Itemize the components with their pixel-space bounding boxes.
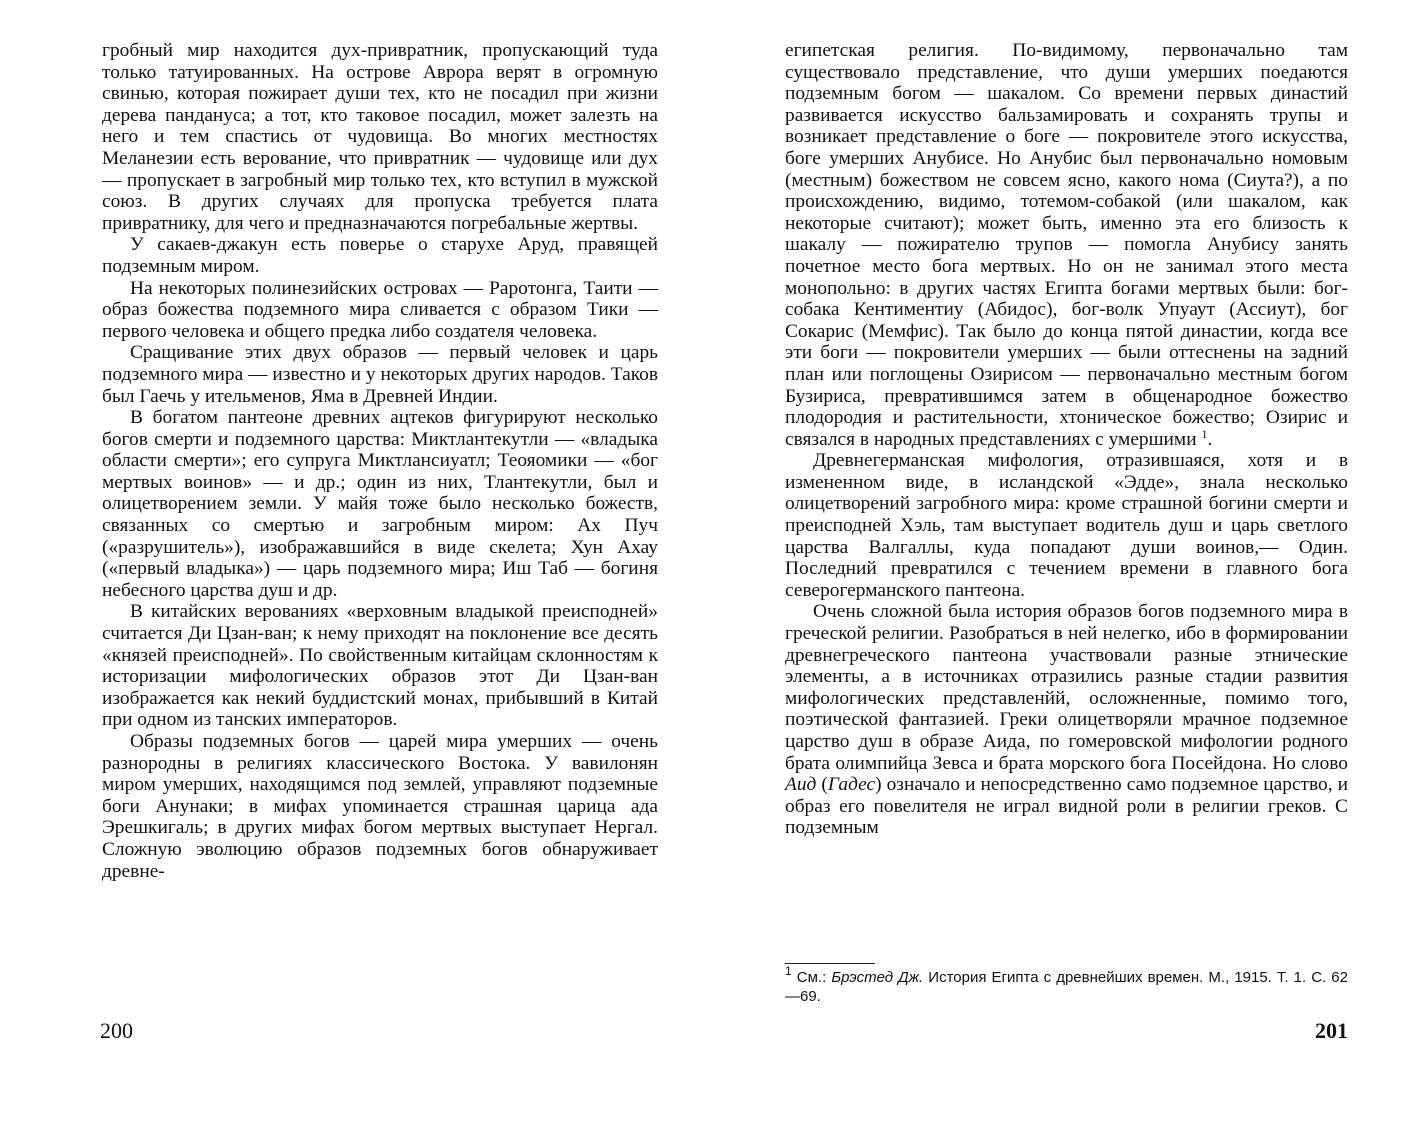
left-page bbox=[102, 0, 658, 1129]
footnote-divider bbox=[785, 963, 875, 964]
paragraph: Образы подземных богов — царей мира умерших — очень разнородны в религиях классического Востока. У вавилонян миром умерших, находящимся под землей, управляют подземные боги Анунаки; в мифах упоминается страшная царица ада Эрешкигаль; в других мифах богом мертвых выступает Нергал. Сложную эволюцию образов подземных богов обнаруживает древне- bbox=[102, 731, 658, 882]
footnote-citation: История Египта с древнейших времен. М., 1915. Т. 1. С. 62—69. bbox=[785, 969, 1348, 1005]
paragraph: В богатом пантеоне древних ацтеков фигурируют несколько богов смерти и подземного царства: Миктлантекутли — «владыка области смерти»; его супруга Миктлансиуатл; Теояомики — «бог мертвых воинов» — и др.; один из них, Тлантекутли, был и олицетворением земли. У майя тоже было несколько божеств, связанных со смертью и загробным миром: Ах Пуч («разрушитель»), изображавшийся в виде скелета; Хун Ахау («первый владыка») — царь подземного мира; Иш Таб — богиня небесного царства душ и др. bbox=[102, 407, 658, 601]
paragraph-text: египетская религия. По-видимому, первоначально там существовало представление, что души умерших поедаются подземным богом — шакалом. Со времени первых династий развивается искусство бальзамировать и сохранять трупы и возникает представление о боге — покровителе этого искусства, боге умерших Анубисе. Но Анубис был первоначально номовым (местным) божеством не совсем ясно, какого нома (Сиута?), а по происхождению, видимо, тотемом-собакой (или шакалом, как некоторые считают); может быть, именно эта его близость к шакалу — пожирателю трупов — помогла Анубису занять почетное место бога мертвых. Но он не занимал этого места монопольно: в других частях Египта богами мертвых были: бог-собака Кентиментиу (Абидос), бог-волк Упуаут (Ассиут), бог Сокарис (Мемфис). Так было до конца пятой династии, когда все эти боги — покровители умерших — были оттеснены на задний план или поглощены Озирисом — первоначально местным богом Бузириса, превратившимся затем в общенародное божество плодородия и растительности, хтоническое божество; Озирис и связался в народных представлениях с умершими bbox=[785, 40, 1348, 450]
footnote-author: Брэстед Дж. bbox=[831, 969, 924, 986]
paragraph: Сращивание этих двух образов — первый человек и царь подземного мира — известно и у некоторых других народов. Таков был Гаечь у ительменов, Яма в Древней Индии. bbox=[102, 342, 658, 407]
page-number: 201 bbox=[1315, 1018, 1348, 1043]
paragraph: На некоторых полинезийских островах — Раротонга, Таити — образ божества подземного мира сливается с образом Тики — первого человека и общего предка либо создателя человека. bbox=[102, 277, 658, 342]
paragraph-text: Очень сложной была история образов богов подземного мира в греческой религии. Разобраться в ней нелегко, ибо в формировании древнегреческого пантеона участвовали разные этнические элементы, а в источниках отразились разные стадии развития мифологических представленйй, осложненные, помимо того, поэтической фантазией. Греки олицетворяли мрачное подземное царство душ в образе Аида, по гомеровской мифологии родного брата олимпийца Зевса и брата морского бога Посейдона. Но слово bbox=[785, 601, 1348, 774]
paragraph-text: ) означало и непосредственно само подземное царство, и образ его повелителя не играл видной роли в религии греков. С подземным bbox=[785, 774, 1348, 839]
paragraph: гробный мир находится дух-привратник, пропускающий туда только татуированных. На острове Аврора верят в огромную свинью, которая пожирает души тех, кто не посадил при жизни дерева пандануса; а тот, кто таковое посадил, может залезть на него и тем спастись от чудовища. Во многих местностях Меланезии есть верование, что привратник — чудовище или дух — пропускает в загробный мир только тех, кто вступил в мужской союз. В других случаях для пропуска требуется плата привратнику, для чего и предназначаются погребальные жертвы. bbox=[102, 40, 658, 234]
paragraph bbox=[785, 40, 1348, 450]
left-page-text bbox=[102, 40, 658, 882]
footnote-marker: 1 bbox=[785, 964, 792, 978]
italic-term: Аид bbox=[785, 774, 817, 796]
footnote-prefix: См.: bbox=[796, 969, 827, 986]
paragraph-tail: . bbox=[1207, 428, 1213, 450]
footnote-reference[interactable]: 1 bbox=[1201, 426, 1208, 441]
italic-term: Гадес bbox=[827, 774, 876, 796]
right-page-text bbox=[785, 40, 1348, 839]
paragraph: Древнегерманская мифология, отразившаяся, хотя и в измененном виде, в исландской «Эдде», знала несколько олицетворений загробного мира: кроме страшной богини смерти и преисподней Хэль, там выступает водитель душ и царь светлого царства Валгаллы, куда попадают души воинов,— Один. Последний превратился с течением времени в главного бога северогерманского пантеона. bbox=[785, 450, 1348, 601]
paragraph-text: ( bbox=[821, 774, 828, 796]
paragraph: В китайских верованиях «верховным владыкой преисподней» считается Ди Цзан-ван; к нему приходят на поклонение все десять «князей преисподней». По свойственным китайцам склонностям к историзации мифологических образов этот Ди Цзан-ван изображается как некий буддистский монах, прибывший в Китай при одном из танских императоров. bbox=[102, 601, 658, 731]
paragraph bbox=[785, 601, 1348, 839]
paragraph: У сакаев-джакун есть поверье о старухе Аруд, правящей подземным миром. bbox=[102, 234, 658, 277]
right-page bbox=[785, 0, 1348, 1129]
page-number: 200 bbox=[100, 1018, 133, 1043]
footnote bbox=[785, 964, 1348, 1006]
